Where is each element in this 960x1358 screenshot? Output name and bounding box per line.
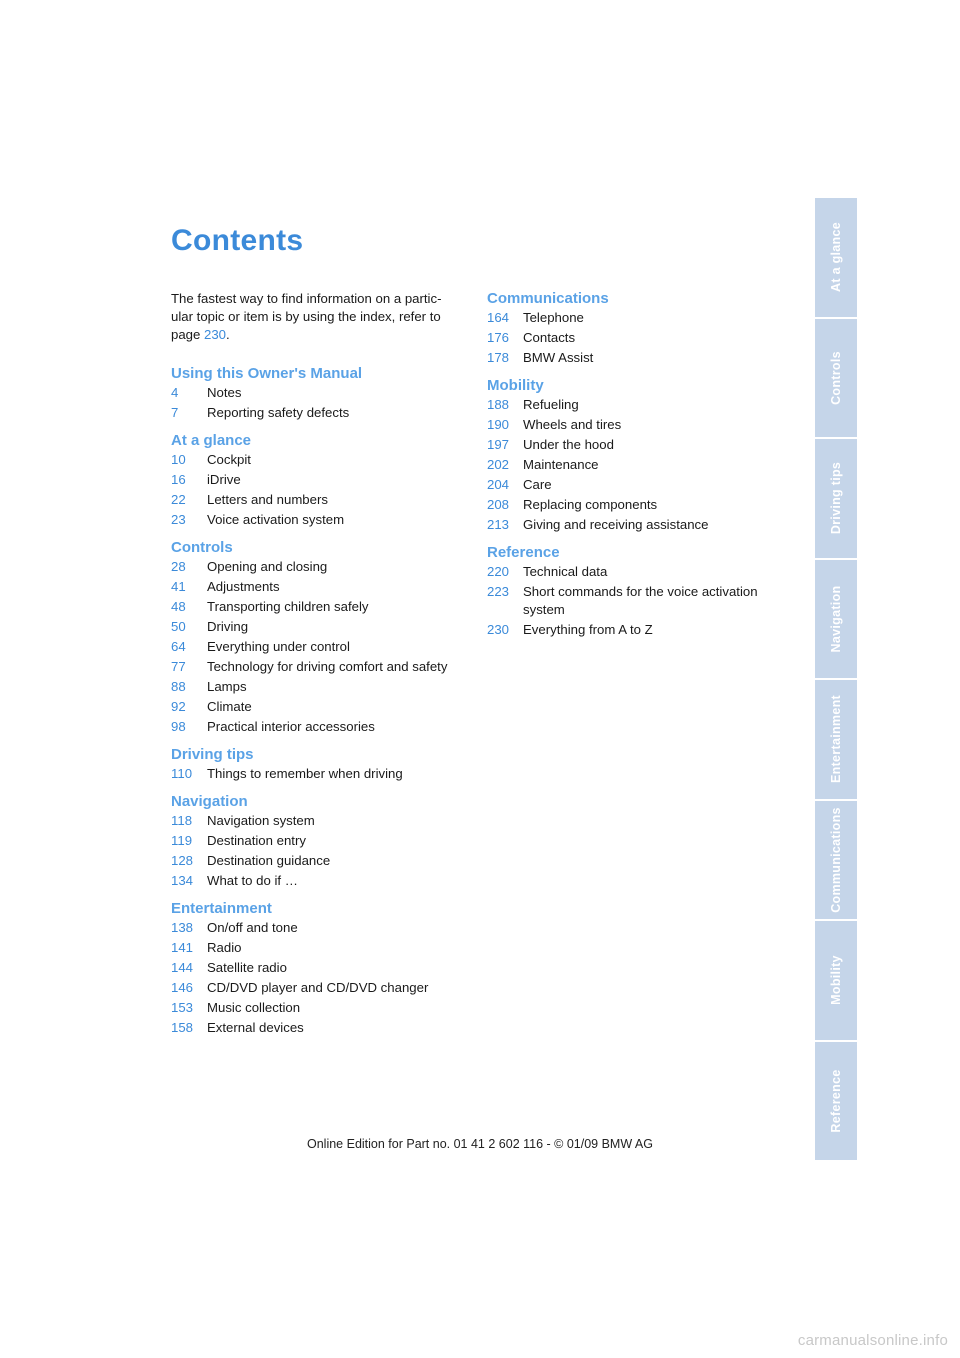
page-number-link[interactable]: 202 [487, 457, 510, 472]
left-sections [171, 365, 471, 1037]
page-number-link[interactable]: 153 [171, 1000, 194, 1015]
entry-title: Maintenance [523, 457, 599, 472]
toc-entry[interactable] [487, 583, 787, 619]
page-number-link[interactable]: 98 [171, 719, 186, 734]
toc-entry[interactable] [487, 436, 787, 454]
page-number-link[interactable]: 4 [171, 385, 179, 400]
entry-title: Destination entry [207, 833, 306, 848]
toc-entry[interactable] [171, 979, 471, 997]
footer-edition: Online Edition for Part no. 01 41 2 602 116 - © 01/09 BMW AG [307, 1137, 653, 1151]
entry-title: Under the hood [523, 437, 614, 452]
toc-entry[interactable] [487, 516, 787, 534]
toc-entry[interactable] [171, 872, 471, 890]
page-number-link[interactable]: 230 [487, 622, 510, 637]
entry-title: Reporting safety defects [207, 405, 350, 420]
page-number-link[interactable]: 7 [171, 405, 179, 420]
tab-label: Driving tips [829, 462, 843, 535]
page-number-link[interactable]: 48 [171, 599, 186, 614]
tab-label: Entertainment [829, 695, 843, 784]
entry-title: Things to remember when driving [207, 766, 403, 781]
section-heading[interactable]: Controls [171, 539, 233, 556]
entry-title: On/off and tone [207, 920, 298, 935]
entry-title: Transporting children safely [207, 599, 369, 614]
entry-title: Climate [207, 699, 252, 714]
toc-entry[interactable] [171, 919, 471, 937]
page-number-link[interactable]: 64 [171, 639, 186, 654]
entry-title: iDrive [207, 472, 241, 487]
toc-entry[interactable] [171, 1019, 471, 1037]
page-number-link[interactable]: 213 [487, 517, 510, 532]
toc-entry[interactable] [171, 451, 471, 469]
toc-entry[interactable] [487, 456, 787, 474]
entry-title: Music collection [207, 1000, 301, 1015]
entry-title: Replacing components [523, 497, 658, 512]
section-heading[interactable]: Using this Owner's Manual [171, 365, 363, 382]
intro-end: . [226, 327, 230, 342]
tab-driving-tips[interactable] [815, 439, 857, 560]
toc-section-communications [487, 290, 787, 367]
toc-entry[interactable] [171, 832, 471, 850]
entry-title: Everything from A to Z [523, 622, 653, 637]
toc-section-navigation [171, 793, 471, 890]
toc-entry[interactable] [171, 558, 471, 576]
entry-title: Contacts [523, 330, 576, 345]
section-heading[interactable]: Communications [487, 290, 609, 307]
page-number-link[interactable]: 119 [171, 833, 193, 848]
toc-entry[interactable] [171, 999, 471, 1017]
entry-title: Voice activation system [207, 512, 345, 527]
entry-title: Telephone [523, 310, 584, 325]
toc-entry[interactable] [171, 959, 471, 977]
entry-title: Refueling [523, 397, 579, 412]
toc-section-reference [487, 544, 787, 639]
entry-title: Opening and closing [207, 559, 328, 574]
page-number-link[interactable]: 10 [171, 452, 186, 467]
page-number-link[interactable]: 178 [487, 350, 510, 365]
toc-entry[interactable] [487, 309, 787, 327]
tab-label: Navigation [829, 585, 843, 653]
entry-title: Driving [207, 619, 249, 634]
toc-entry[interactable] [171, 698, 471, 716]
page-number-link[interactable]: 223 [487, 584, 510, 599]
entry-title: Lamps [207, 679, 247, 694]
entry-title: External devices [207, 1020, 304, 1035]
tab-label: Controls [829, 350, 843, 405]
page-number-link[interactable]: 176 [487, 330, 510, 345]
toc-section-at-a-glance [171, 432, 471, 529]
toc-section-mobility [487, 377, 787, 534]
tab-at-a-glance[interactable] [815, 198, 857, 319]
entry-title: Notes [207, 385, 242, 400]
toc-entry[interactable] [171, 598, 471, 616]
entry-title: Wheels and tires [523, 417, 622, 432]
toc-section-using-this-owner-s-manual [171, 365, 471, 422]
page-number-link[interactable]: 134 [171, 873, 194, 888]
entry-title: Adjustments [207, 579, 280, 594]
toc-entry[interactable] [487, 496, 787, 514]
page-number-link[interactable]: 190 [487, 417, 510, 432]
page-number-link[interactable]: 220 [487, 564, 510, 579]
entry-title: Destination guidance [207, 853, 331, 868]
page-number-link[interactable]: 141 [171, 940, 194, 955]
intro-text: The fastest way to find information on a partic-ular topic or item is by using the index, refer to page [171, 291, 442, 342]
toc-entry[interactable] [171, 471, 471, 489]
toc-entry[interactable] [171, 404, 471, 422]
toc-entry[interactable] [171, 718, 471, 736]
entry-title: Care [523, 477, 552, 492]
page-number-link[interactable]: 88 [171, 679, 186, 694]
toc-entry[interactable] [171, 765, 471, 783]
entry-title: Short commands for the voice activation system [523, 584, 758, 617]
toc-left-column [171, 290, 471, 1047]
toc-entry[interactable] [487, 349, 787, 367]
page-number-link[interactable]: 146 [171, 980, 194, 995]
page-number-link[interactable]: 50 [171, 619, 186, 634]
tab-navigation[interactable] [815, 560, 857, 681]
section-heading[interactable]: Driving tips [171, 746, 254, 763]
watermark: carmanualsonline.info [797, 1332, 948, 1349]
toc-section-entertainment [171, 900, 471, 1037]
entry-title: Technology for driving comfort and safety [207, 659, 448, 674]
page-number-link[interactable]: 23 [171, 512, 186, 527]
tab-communications[interactable] [815, 801, 857, 922]
page-number-link[interactable]: 16 [171, 472, 186, 487]
entry-title: Navigation system [207, 813, 315, 828]
toc-entry[interactable] [171, 658, 471, 676]
page-number-link[interactable]: 77 [171, 659, 186, 674]
section-heading[interactable]: At a glance [171, 432, 252, 449]
entry-title: BMW Assist [523, 350, 594, 365]
toc-entry[interactable] [487, 621, 787, 639]
tab-label: Communications [829, 806, 843, 913]
entry-title: Letters and numbers [207, 492, 328, 507]
section-heading[interactable]: Navigation [171, 793, 248, 810]
tab-controls[interactable] [815, 319, 857, 440]
intro-paragraph [171, 290, 463, 344]
page-number-link[interactable]: 128 [171, 853, 194, 868]
chapter-tabs [815, 198, 857, 1160]
page-number-link[interactable]: 144 [171, 960, 194, 975]
page-number-link[interactable]: 164 [487, 310, 510, 325]
tab-entertainment[interactable] [815, 680, 857, 801]
toc-entry[interactable] [171, 678, 471, 696]
toc-entry[interactable] [171, 638, 471, 656]
tab-label: Reference [829, 1069, 843, 1133]
toc-entry[interactable] [487, 329, 787, 347]
section-heading[interactable]: Reference [487, 544, 560, 561]
entry-title: Cockpit [207, 452, 251, 467]
entry-title: Satellite radio [207, 960, 287, 975]
page-number-link[interactable]: 204 [487, 477, 510, 492]
page-number-link[interactable]: 138 [171, 920, 194, 935]
toc-entry[interactable] [171, 618, 471, 636]
section-heading[interactable]: Entertainment [171, 900, 272, 917]
page-number-link[interactable]: 197 [487, 437, 510, 452]
entry-title: CD/DVD player and CD/DVD changer [207, 980, 429, 995]
toc-entry[interactable] [487, 563, 787, 581]
page-number-link[interactable]: 208 [487, 497, 510, 512]
tab-mobility[interactable] [815, 921, 857, 1042]
toc-entry[interactable] [171, 852, 471, 870]
toc-entry[interactable] [171, 511, 471, 529]
section-heading[interactable]: Mobility [487, 377, 544, 394]
page-number-link[interactable]: 22 [171, 492, 186, 507]
page-number-link[interactable]: 110 [171, 766, 193, 781]
tab-label: Mobility [829, 955, 843, 1006]
toc-entry[interactable] [171, 384, 471, 402]
toc-right-column [487, 290, 787, 649]
entry-title: Practical interior accessories [207, 719, 375, 734]
toc-entry[interactable] [171, 812, 471, 830]
entry-title: Giving and receiving assistance [523, 517, 709, 532]
right-sections [487, 290, 787, 639]
toc-entry[interactable] [171, 939, 471, 957]
tab-label: At a glance [829, 222, 843, 293]
page-title: Contents [171, 224, 304, 257]
entry-title: Everything under control [207, 639, 350, 654]
toc-section-driving-tips [171, 746, 471, 783]
page-number-link[interactable]: 118 [171, 813, 193, 828]
toc-entry[interactable] [487, 476, 787, 494]
index-page-link[interactable]: 230 [204, 327, 227, 342]
toc-entry[interactable] [487, 396, 787, 414]
page-number-link[interactable]: 41 [171, 579, 186, 594]
toc-entry[interactable] [171, 578, 471, 596]
toc-entry[interactable] [487, 416, 787, 434]
page-number-link[interactable]: 188 [487, 397, 510, 412]
page-number-link[interactable]: 92 [171, 699, 186, 714]
entry-title: Radio [207, 940, 242, 955]
toc-section-controls [171, 539, 471, 736]
entry-title: Technical data [523, 564, 608, 579]
page-number-link[interactable]: 158 [171, 1020, 194, 1035]
entry-title: What to do if … [207, 873, 298, 888]
toc-entry[interactable] [171, 491, 471, 509]
page-number-link[interactable]: 28 [171, 559, 186, 574]
